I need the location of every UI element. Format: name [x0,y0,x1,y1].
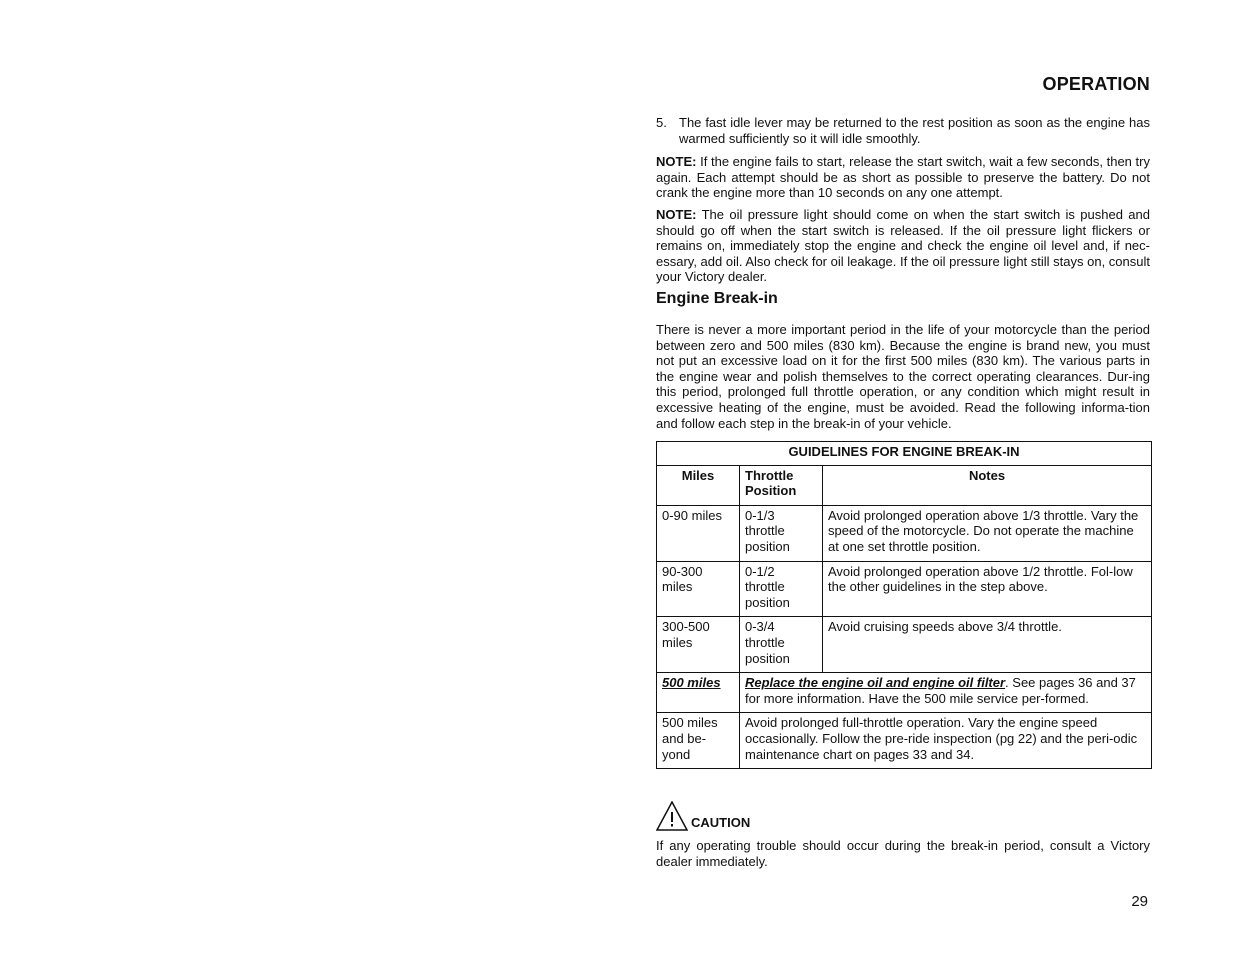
cell-throttle: 0-1/3 throttle position [740,505,823,561]
note-text: If the engine fails to start, release the start switch, wait a few seconds, then try again. Each attempt should be as short as possible to preserve the battery. Do not crank the engine more than 10 seconds on any one attempt. [656,154,1150,201]
page-number: 29 [1131,893,1148,910]
note-start-failure [656,154,1150,201]
column-header-notes: Notes [823,465,1152,505]
miles-emphasis: 500 miles [662,675,721,691]
cell-miles: 500 miles and be-yond [657,713,740,769]
cell-notes [740,673,1152,713]
note-label: NOTE: [656,207,697,222]
caution-label: CAUTION [691,815,751,830]
step-text: The fast idle lever may be returned to the rest position as soon as the engine has warmed sufficiently so it will idle smoothly. [679,115,1150,146]
column-header-miles: Miles [657,465,740,505]
cell-miles [657,673,740,713]
cell-miles: 300-500 miles [657,617,740,673]
cell-notes: Avoid prolonged full-throttle operation. Vary the engine speed occasionally. Follow the pre-ride inspection (pg 22) and the peri-odic maintenance chart on pages 33 and 34. [740,713,1152,769]
oil-change-emphasis: Replace the engine oil and engine oil filter [745,675,1006,691]
table-row-beyond [657,713,1152,769]
note-text: The oil pressure light should come on when the start switch is pushed and should go off when the start switch is released. If the oil pressure light flickers or remains on, immediately stop the engine and check the engine oil level and, if nec-essary, add oil. Also check for oil leakage. If the oil pressure light still stays on, consult your Victory dealer. [656,207,1150,285]
step-number: 5. [656,115,667,130]
table-row [657,561,1152,617]
table-title: GUIDELINES FOR ENGINE BREAK-IN [657,442,1152,466]
cell-notes: Avoid prolonged operation above 1/3 throttle. Vary the speed of the motorcycle. Do not operate the machine at one set throttle position. [823,505,1152,561]
cell-miles: 0-90 miles [657,505,740,561]
table-row [657,505,1152,561]
table-row [657,617,1152,673]
cell-throttle: 0-1/2 throttle position [740,561,823,617]
breakin-guidelines-table [656,441,1152,769]
caution-text: If any operating trouble should occur during the break-in period, consult a Victory dealer immediately. [656,838,1150,869]
note-label: NOTE: [656,154,697,169]
cell-notes: Avoid prolonged operation above 1/2 throttle. Fol-low the other guidelines in the step above. [823,561,1152,617]
oil-change-detail: . See pages 36 and 37 for more information. Have the 500 mile service per-formed. [745,675,1136,706]
cell-miles: 90-300 miles [657,561,740,617]
cell-notes: Avoid cruising speeds above 3/4 throttle. [823,617,1152,673]
cell-throttle: 0-3/4 throttle position [740,617,823,673]
note-oil-pressure [656,207,1150,285]
breakin-intro: There is never a more important period in the life of your motorcycle than the period between zero and 500 miles (830 km). Because the engine is brand new, you must not put an excessive load on it for the first 500 miles (830 km). The various parts in the engine wear and polish themselves to the correct operating clearances. Dur-ing this period, prolonged full throttle operation, or any condition which might result in excessive heating of the engine, must be avoided. Read the following informa-tion and follow each step in the break-in of your vehicle. [656,322,1150,431]
table-row-500-miles [657,673,1152,713]
section-title: OPERATION [1042,74,1150,94]
engine-breakin-heading: Engine Break-in [656,290,778,307]
column-header-throttle: Throttle Position [740,465,823,505]
warning-triangle-icon [656,801,688,831]
